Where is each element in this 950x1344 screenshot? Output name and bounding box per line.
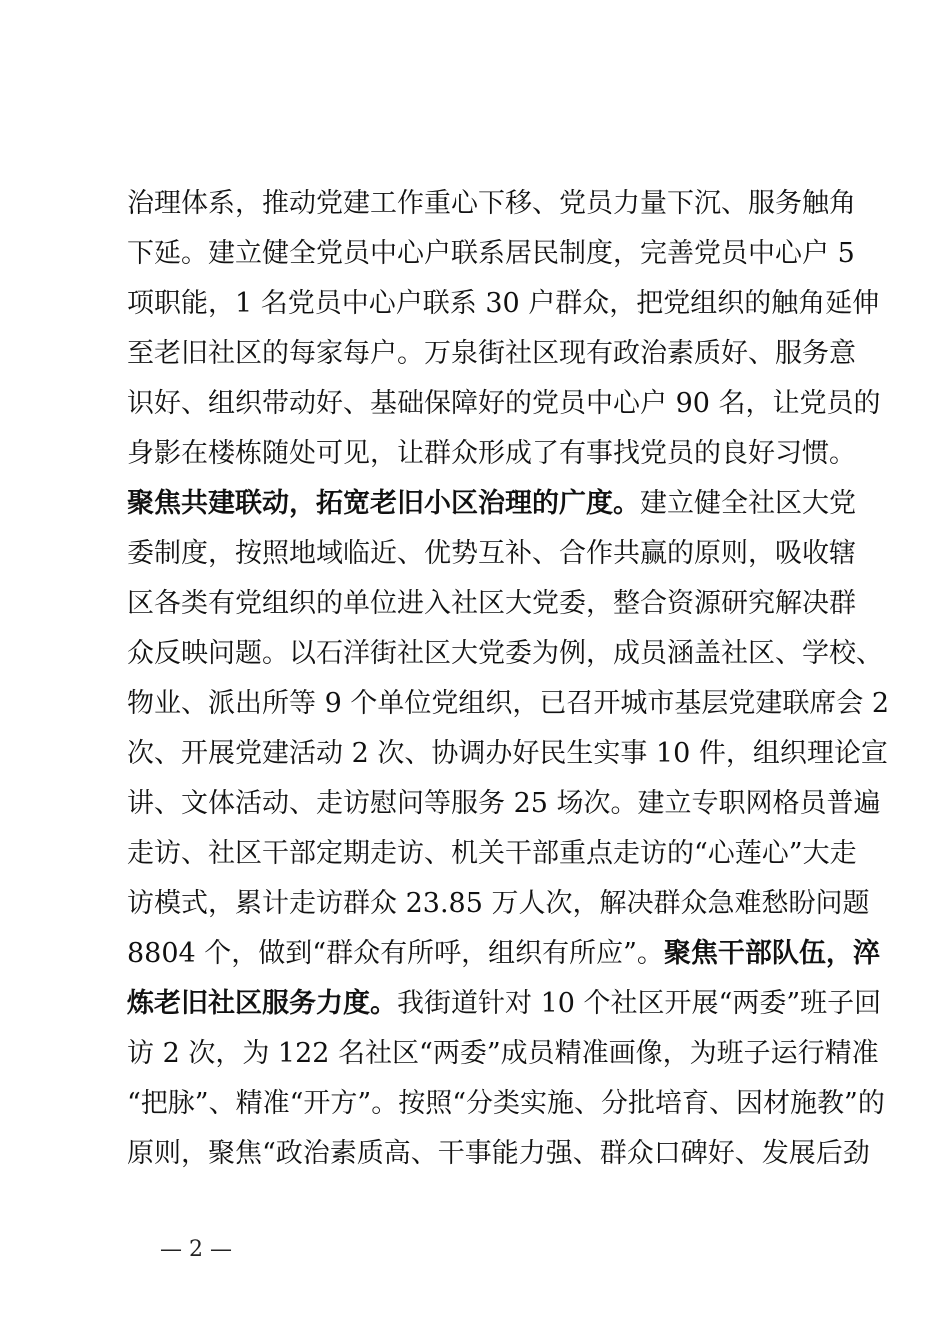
body-line: 众反映问题。以石洋街社区大党委为例，成员涵盖社区、学校、 xyxy=(127,638,883,669)
body-line: 身影在楼栋随处可见，让群众形成了有事找党员的良好习惯。 xyxy=(127,438,856,469)
page-number: — 2 — xyxy=(160,1237,232,1262)
section-heading: 聚焦干部队伍，淬 xyxy=(663,938,880,969)
body-line: 识好、组织带动好、基础保障好的党员中心户 90 名，让党员的 xyxy=(127,388,881,419)
body-line: 讲、文体活动、走访慰问等服务 25 场次。建立专职网格员普遍 xyxy=(127,788,881,819)
body-line xyxy=(127,488,856,520)
body-line: 走访、社区干部定期走访、机关干部重点走访的“心莲心”大走 xyxy=(127,838,857,869)
body-text: 8804 个，做到“群众有所呼，组织有所应”。 xyxy=(127,938,664,969)
body-line: 区各类有党组织的单位进入社区大党委，整合资源研究解决群 xyxy=(127,588,856,619)
body-line: 访模式，累计走访群众 23.85 万人次，解决群众急难愁盼问题 xyxy=(127,888,870,919)
body-line: 次、开展党建活动 2 次、协调办好民生实事 10 件，组织理论宣 xyxy=(127,738,888,769)
section-heading: 聚焦共建联动，拓宽老旧小区治理的广度。 xyxy=(127,488,640,519)
section-heading: 炼老旧社区服务力度。 xyxy=(127,988,397,1019)
body-line: “把脉”、精准“开方”。按照“分类实施、分批培育、因材施教”的 xyxy=(127,1088,885,1119)
body-line: 原则，聚焦“政治素质高、干事能力强、群众口碑好、发展后劲 xyxy=(127,1138,870,1169)
body-line: 委制度，按照地域临近、优势互补、合作共赢的原则，吸收辖 xyxy=(127,538,856,569)
body-line xyxy=(127,938,880,970)
body-text: 我街道针对 10 个社区开展“两委”班子回 xyxy=(397,988,882,1019)
body-line: 下延。建立健全党员中心户联系居民制度，完善党员中心户 5 xyxy=(127,238,855,269)
body-line: 至老旧社区的每家每户。万泉街社区现有政治素质好、服务意 xyxy=(127,338,856,369)
body-line: 治理体系，推动党建工作重心下移、党员力量下沉、服务触角 xyxy=(127,188,856,219)
body-line: 物业、派出所等 9 个单位党组织，已召开城市基层党建联席会 2 xyxy=(127,688,890,719)
body-line: 访 2 次，为 122 名社区“两委”成员精准画像，为班子运行精准 xyxy=(127,1038,879,1069)
body-line xyxy=(127,988,881,1020)
body-line: 项职能，1 名党员中心户联系 30 户群众，把党组织的触角延伸 xyxy=(127,288,880,319)
body-text: 建立健全社区大党 xyxy=(640,488,856,519)
